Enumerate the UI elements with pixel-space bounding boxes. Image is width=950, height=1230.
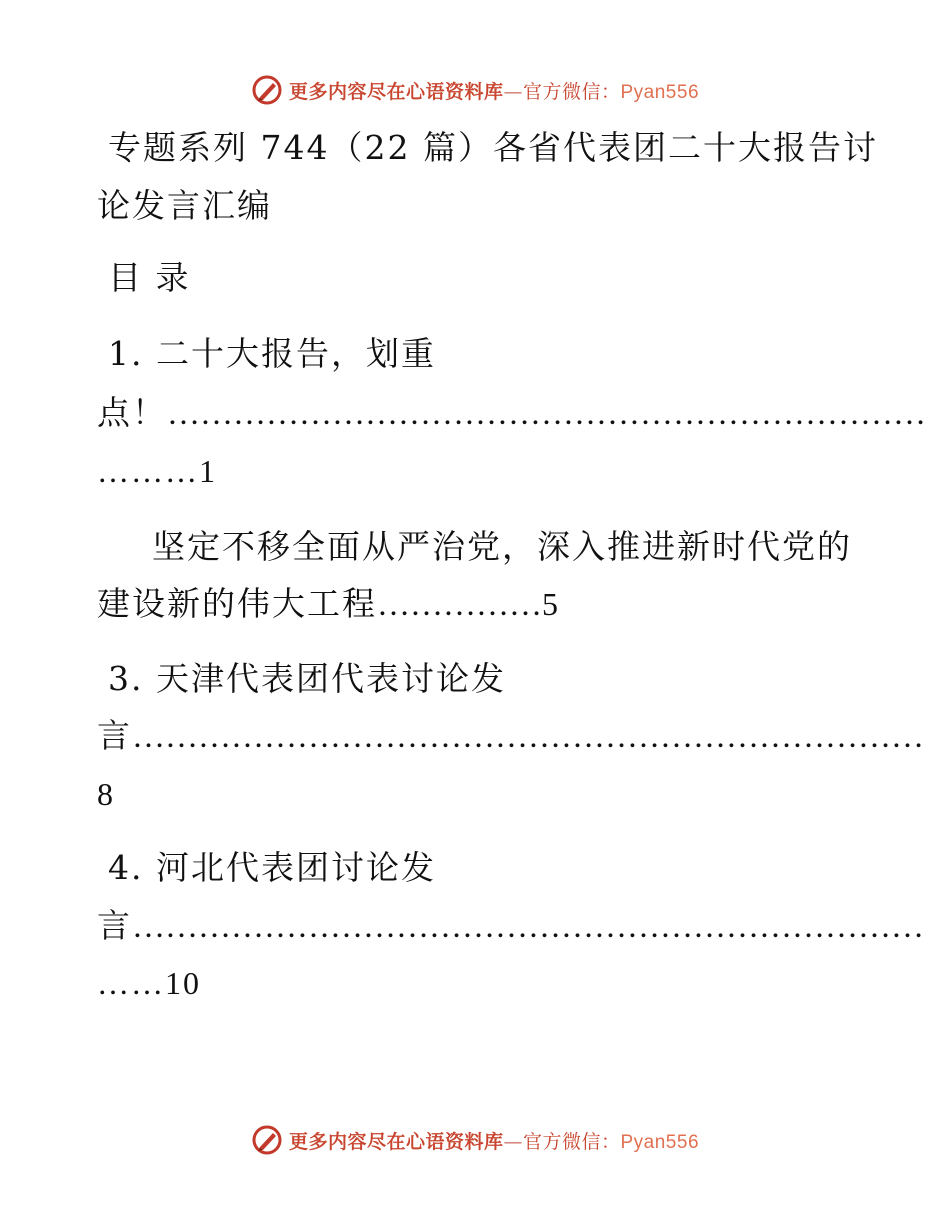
watermark-separator: — (503, 80, 523, 103)
toc-entry-4-line-2 (97, 906, 924, 947)
toc-entry-1-title-end: 点！ (97, 393, 167, 432)
pen-logo-icon (251, 1124, 283, 1156)
toc-entry-2-line-2 (97, 584, 560, 625)
toc-entry-2-title: 坚定不移全面从严治党，深入推进新时代党的 (152, 527, 852, 566)
footer-watermark-banner (0, 1122, 950, 1158)
watermark-text (289, 77, 699, 104)
watermark-text (289, 1127, 699, 1154)
toc-entry-1-line-2 (97, 393, 926, 434)
watermark-contact-label: 官方微信： (522, 1130, 621, 1153)
toc-entry-4-leader-dots: ……………………………………………………………… (132, 909, 924, 945)
watermark-contact-label: 官方微信： (522, 80, 621, 103)
toc-entry-1-page: ………1 (97, 453, 217, 489)
toc-entry-2-page: 5 (542, 586, 560, 622)
toc-entry-3-title-end: 言 (97, 716, 132, 755)
toc-entry-3-title: 3. 天津代表团代表讨论发 (108, 659, 506, 698)
document-title-line-1: 专题系列 744（22 篇）各省代表团二十大报告讨 (108, 128, 878, 167)
watermark-contact-id: Pyan556 (620, 1131, 700, 1153)
watermark-contact-id: Pyan556 (620, 81, 700, 103)
toc-entry-4-page: ……10 (97, 965, 201, 1001)
toc-entry-4-title-end: 言 (97, 906, 132, 945)
toc-entry-3-line-2 (97, 716, 924, 757)
toc-entry-1-leader-dots: …………………………………………………………… (167, 396, 926, 432)
toc-entry-3-page: 8 (97, 776, 115, 812)
pen-logo-icon (251, 74, 283, 106)
toc-entry-4-title: 4. 河北代表团讨论发 (108, 848, 436, 887)
toc-entry-2-leader-dots: …………… (377, 587, 542, 623)
toc-heading: 目 录 (108, 258, 191, 297)
header-watermark-banner (0, 72, 950, 108)
toc-entry-3-leader-dots: ……………………………………………………………… (132, 719, 924, 755)
toc-entry-1-title: 1. 二十大报告，划重 (108, 334, 436, 373)
watermark-site: 更多内容尽在心语资料库 (288, 80, 504, 103)
watermark-separator: — (503, 1130, 523, 1153)
watermark-site: 更多内容尽在心语资料库 (288, 1130, 504, 1153)
document-title-line-2: 论发言汇编 (97, 186, 272, 225)
toc-entry-2-title-end: 建设新的伟大工程 (97, 584, 377, 623)
